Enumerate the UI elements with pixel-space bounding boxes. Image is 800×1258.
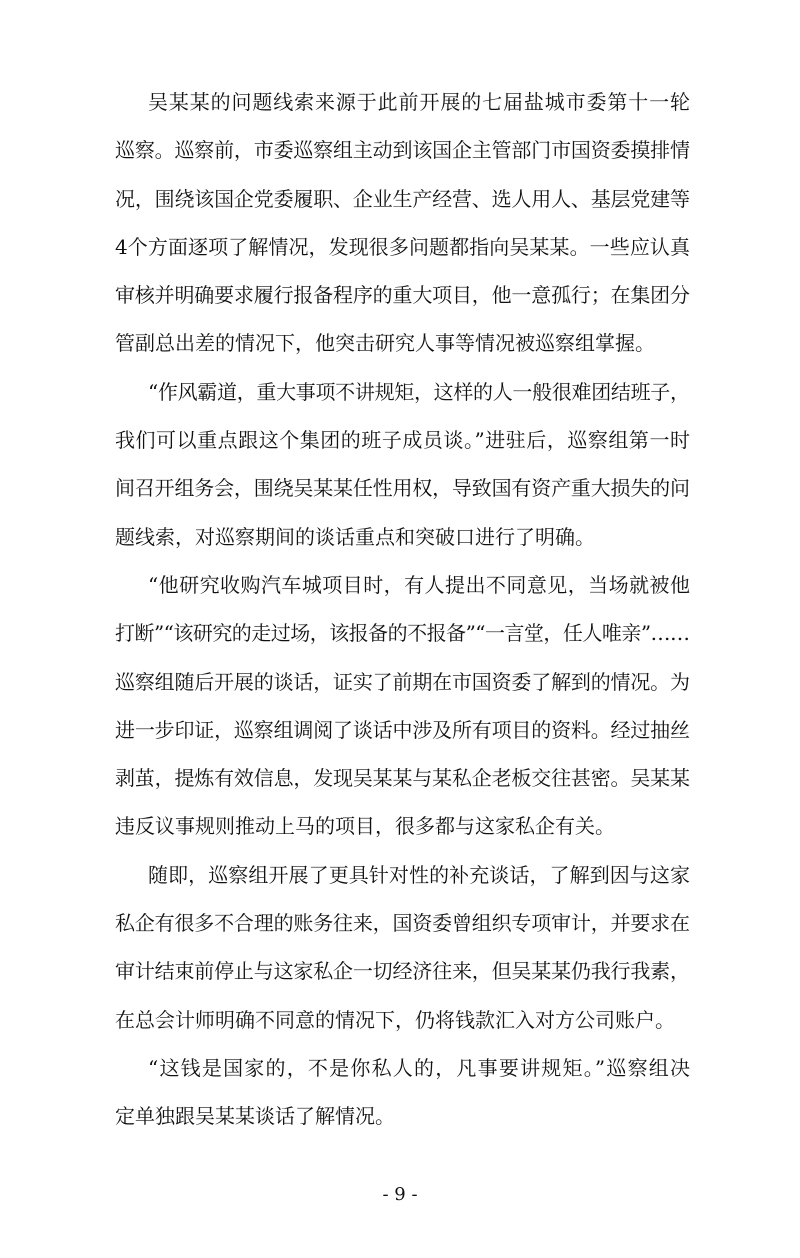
paragraph-5 bbox=[115, 1044, 690, 1141]
text-line bbox=[115, 658, 690, 706]
text-line bbox=[115, 1044, 690, 1092]
text-line bbox=[115, 802, 690, 850]
text-line-content: 题线索，对巡察期间的谈话重点和突破口进行了明确。 bbox=[115, 524, 595, 549]
text-line bbox=[115, 513, 690, 561]
text-line-content: 巡察。巡察前，市委巡察组主动到该国企主管部门市国资委摸排情 bbox=[115, 138, 690, 163]
text-line bbox=[115, 368, 690, 416]
text-line bbox=[115, 126, 690, 174]
paragraph-3 bbox=[115, 561, 690, 851]
document-body bbox=[115, 78, 690, 1141]
text-line-content: 巡察组随后开展的谈话，证实了前期在市国资委了解到的情况。为 bbox=[115, 669, 690, 694]
text-line-content: 审计结束前停止与这家私企一切经济往来，但吴某某仍我行我素， bbox=[115, 959, 690, 984]
text-line-content: 况，围绕该国企党委履职、企业生产经营、选人用人、基层党建等 bbox=[115, 186, 690, 211]
text-line-content: 违反议事规则推动上马的项目，很多都与这家私企有关。 bbox=[115, 814, 615, 839]
text-line bbox=[115, 1092, 690, 1140]
text-line-content: 管副总出差的情况下，他突击研究人事等情况被巡察组掌握。 bbox=[115, 331, 655, 356]
text-line bbox=[115, 899, 690, 947]
page-number: - 9 - bbox=[382, 1184, 418, 1205]
text-line-content: 我们可以重点跟这个集团的班子成员谈。”进驻后，巡察组第一时 bbox=[115, 428, 691, 453]
text-line bbox=[115, 271, 690, 319]
paragraph-4 bbox=[115, 851, 690, 1044]
text-line bbox=[115, 78, 690, 126]
text-line-content: 随即，巡察组开展了更具针对性的补充谈话，了解到因与这家 bbox=[148, 862, 691, 887]
text-line-content: 剥茧，提炼有效信息，发现吴某某与某私企老板交往甚密。吴某某 bbox=[115, 766, 690, 791]
text-line-content: 私企有很多不合理的账务往来，国资委曾组织专项审计，并要求在 bbox=[115, 911, 690, 936]
text-line bbox=[115, 464, 690, 512]
paragraph-2 bbox=[115, 368, 690, 561]
text-line bbox=[115, 609, 690, 657]
text-line bbox=[115, 947, 690, 995]
text-line-content: 进一步印证，巡察组调阅了谈话中涉及所有项目的资料。经过抽丝 bbox=[115, 717, 690, 742]
text-line bbox=[115, 851, 690, 899]
text-line bbox=[115, 319, 690, 367]
text-line bbox=[115, 706, 690, 754]
text-line bbox=[115, 223, 690, 271]
text-line bbox=[115, 416, 690, 464]
text-line-content: 打断”“该研究的走过场，该报备的不报备”“一言堂，任人唯亲”…… bbox=[115, 621, 690, 646]
text-line bbox=[115, 754, 690, 802]
text-line-content: “这钱是国家的，不是你私人的，凡事要讲规矩。”巡察组决 bbox=[148, 1055, 692, 1080]
text-line bbox=[115, 561, 690, 609]
text-line-content: 在总会计师明确不同意的情况下，仍将钱款汇入对方公司账户。 bbox=[115, 1007, 675, 1032]
text-line-content: “他研究收购汽车城项目时，有人提出不同意见，当场就被他 bbox=[148, 572, 691, 597]
text-line-content: 4个方面逐项了解情况，发现很多问题都指向吴某某。一些应认真 bbox=[115, 234, 691, 259]
text-line-content: “作风霸道，重大事项不讲规矩，这样的人一般很难团结班子， bbox=[148, 379, 690, 404]
text-line bbox=[115, 175, 690, 223]
text-line-content: 吴某某的问题线索来源于此前开展的七届盐城市委第十一轮 bbox=[148, 90, 691, 114]
text-line-content: 审核并明确要求履行报备程序的重大项目，他一意孤行；在集团分 bbox=[115, 283, 690, 308]
paragraph-1 bbox=[115, 78, 690, 368]
text-line bbox=[115, 996, 690, 1044]
text-line-content: 间召开组务会，围绕吴某某任性用权，导致国有资产重大损失的问 bbox=[115, 476, 690, 501]
text-line-content: 定单独跟吴某某谈话了解情况。 bbox=[115, 1104, 395, 1129]
